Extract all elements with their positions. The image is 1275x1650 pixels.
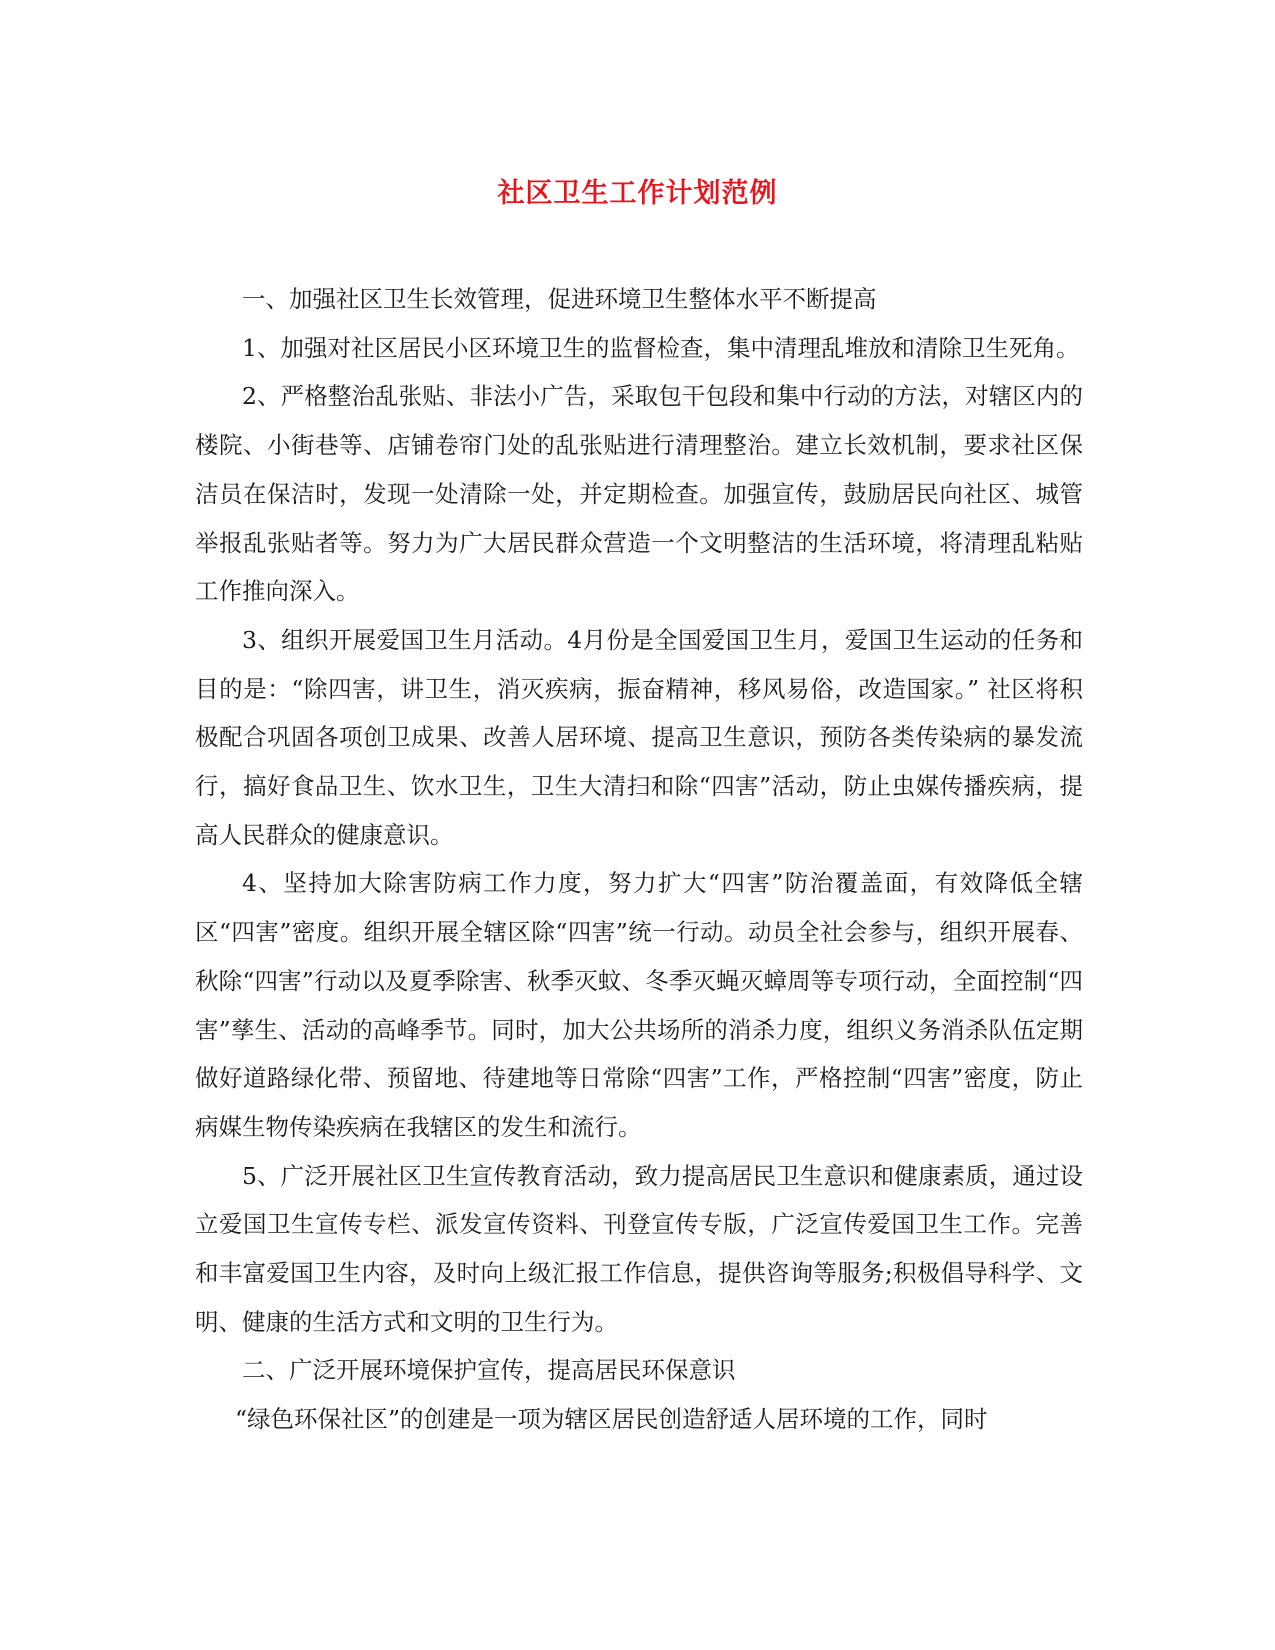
paragraph-item-2: 2、严格整治乱张贴、非法小广告，采取包干包段和集中行动的方法，对辖区内的楼院、小街巷等、店铺卷帘门处的乱张贴进行清理整治。建立长效机制，要求社区保洁员在保洁时，发现一处清除一处，并定期检查。加强宣传，鼓励居民向社区、城管举报乱张贴者等。努力为广大居民群众营造一个文明整洁的生活环境，将清理乱粘贴工作推向深入。 bbox=[195, 382, 1083, 606]
paragraph-item-3: 3、组织开展爱国卫生月活动。4月份是全国爱国卫生月，爱国卫生运动的任务和目的是：“除四害，讲卫生，消灭疾病，振奋精神，移风易俗，改造国家。” 社区将积极配合巩固各项创卫成果、改善人居环境、提高卫生意识，预防各类传染病的暴发流行，搞好食品卫生、饮水卫生，卫生大清扫和除“四害”活动，防止虫媒传播疾病，提高人民群众的健康意识。 bbox=[195, 625, 1083, 849]
paragraph-item-4: 4、坚持加大除害防病工作力度，努力扩大“四害”防治覆盖面，有效降低全辖区“四害”密度。组织开展全辖区除“四害”统一行动。动员全社会参与，组织开展春、秋除“四害”行动以及夏季除害、秋季灭蚊、冬季灭蝇灭蟑周等专项行动，全面控制“四害”孳生、活动的高峰季节。同时，加大公共场所的消杀力度，组织义务消杀队伍定期做好道路绿化带、预留地、待建地等日常除“四害”工作，严格控制“四害”密度，防止病媒生物传染疾病在我辖区的发生和流行。 bbox=[195, 869, 1083, 1141]
paragraph-item-5: 5、广泛开展社区卫生宣传教育活动，致力提高居民卫生意识和健康素质，通过设立爱国卫生宣传专栏、派发宣传资料、刊登宣传专版，广泛宣传爱国卫生工作。完善和丰富爱国卫生内容，及时向上级汇报工作信息，提供咨询等服务;积极倡导科学、文明、健康的生活方式和文明的卫生行为。 bbox=[195, 1161, 1083, 1336]
section-heading-2: 二、广泛开展环境保护宣传，提高居民环保意识 bbox=[242, 1356, 736, 1385]
section-heading-1: 一、加强社区卫生长效管理，促进环境卫生整体水平不断提高 bbox=[242, 285, 877, 313]
document-body bbox=[195, 275, 1083, 1444]
paragraph-item-1: 1、加强对社区居民小区环境卫生的监督检查，集中清理乱堆放和清除卫生死角。 bbox=[242, 333, 1080, 362]
paragraph-green-community: “绿色环保社区”的创建是一项为辖区居民创造舒适人居环境的工作，同时 bbox=[234, 1405, 988, 1434]
document-title: 社区卫生工作计划范例 bbox=[497, 178, 778, 209]
